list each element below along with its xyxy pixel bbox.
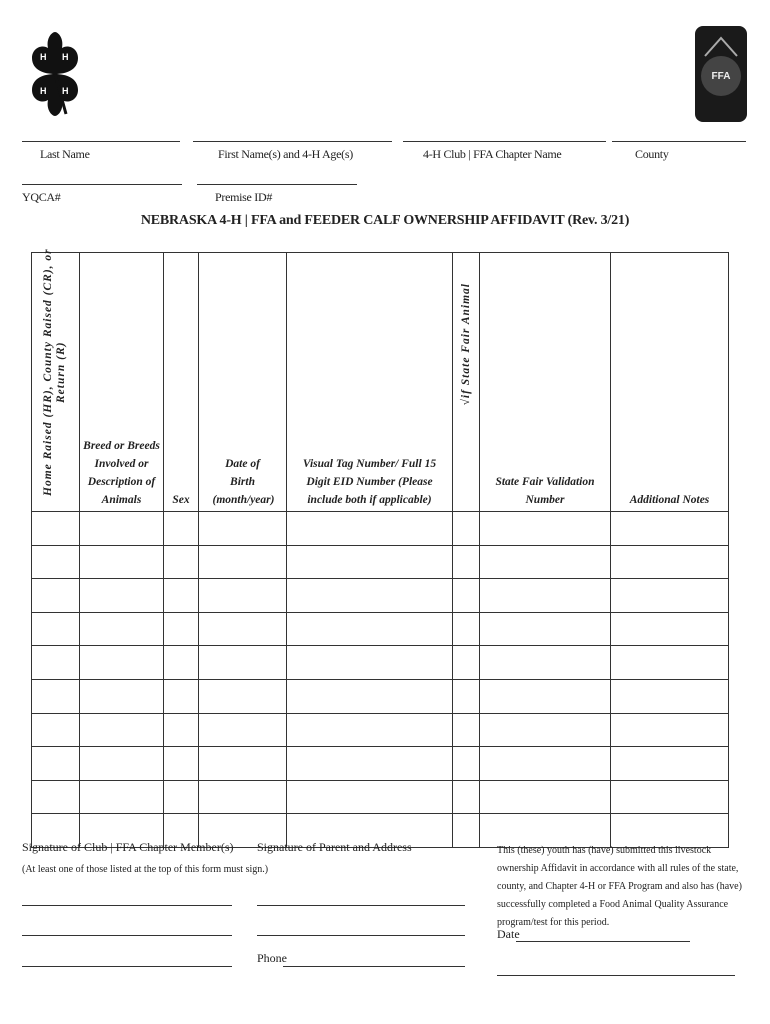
col-tag-text: Visual Tag Number/ Full 15 Digit EID Number (Please include both if applicable) [302, 458, 437, 506]
table-cell[interactable] [287, 612, 453, 646]
col-state-fair-text: √if State Fair Animal [459, 283, 472, 406]
table-cell[interactable] [80, 780, 164, 814]
table-cell[interactable] [164, 512, 199, 546]
table-cell[interactable] [32, 780, 80, 814]
table-cell[interactable] [611, 646, 729, 680]
table-cell[interactable] [199, 612, 287, 646]
table-header-row [32, 253, 729, 512]
table-row [32, 545, 729, 579]
table-row [32, 646, 729, 680]
table-cell[interactable] [611, 612, 729, 646]
clover-letter-h: H [40, 86, 47, 96]
table-row [32, 679, 729, 713]
club-name-line[interactable] [403, 141, 606, 142]
table-cell[interactable] [287, 579, 453, 613]
col-notes-text: Additional Notes [629, 494, 710, 506]
member-signature-label: Signature of Club | FFA Chapter Member(s) [22, 840, 234, 854]
table-cell[interactable] [164, 612, 199, 646]
col-validation-text: State Fair Validation Number [495, 476, 595, 506]
col-header-breed [80, 253, 164, 512]
parent-signature-label: Signature of Parent and Address [257, 840, 412, 854]
date-label: Date [497, 927, 520, 941]
table-cell[interactable] [287, 747, 453, 781]
col-header-notes [611, 253, 729, 512]
table-cell[interactable] [611, 545, 729, 579]
table-cell[interactable] [32, 646, 80, 680]
table-cell[interactable] [287, 713, 453, 747]
table-cell[interactable] [480, 612, 611, 646]
table-body [32, 512, 729, 848]
table-cell[interactable] [32, 747, 80, 781]
table-cell[interactable] [80, 512, 164, 546]
table-cell[interactable] [453, 679, 480, 713]
parent-signature-line-2[interactable] [257, 935, 465, 936]
col-header-sex [164, 253, 199, 512]
table-cell[interactable] [80, 579, 164, 613]
premise-id-line[interactable] [197, 184, 357, 185]
table-row [32, 780, 729, 814]
member-signature-line-2[interactable] [22, 935, 232, 936]
table-cell[interactable] [199, 713, 287, 747]
table-cell[interactable] [164, 646, 199, 680]
table-cell[interactable] [80, 747, 164, 781]
premise-id-label: Premise ID# [215, 190, 273, 204]
table-cell[interactable] [480, 579, 611, 613]
last-name-label: Last Name [40, 147, 90, 161]
col-header-home-raised [32, 248, 80, 512]
table-cell[interactable] [199, 579, 287, 613]
table-cell[interactable] [80, 646, 164, 680]
table-row [32, 612, 729, 646]
table-cell[interactable] [453, 780, 480, 814]
table-cell[interactable] [32, 612, 80, 646]
table-row [32, 512, 729, 546]
table-cell[interactable] [32, 545, 80, 579]
clover-letter-h: H [62, 86, 69, 96]
table-cell[interactable] [164, 713, 199, 747]
first-name-line[interactable] [193, 141, 392, 142]
col-header-tag [287, 253, 453, 512]
table-cell[interactable] [287, 512, 453, 546]
col-header-dob [199, 253, 287, 512]
ffa-emblem-logo [695, 26, 747, 122]
page-title: NEBRASKA 4-H | FFA and FEEDER CALF OWNERSHIP AFFIDAVIT (Rev. 3/21) [140, 213, 630, 228]
table-cell[interactable] [611, 679, 729, 713]
table-cell[interactable] [287, 545, 453, 579]
table-cell[interactable] [611, 747, 729, 781]
table-cell[interactable] [164, 780, 199, 814]
animal-table [31, 248, 729, 848]
member-signature-line-3[interactable] [22, 966, 232, 967]
club-name-label: 4-H Club | FFA Chapter Name [423, 147, 562, 161]
table-cell[interactable] [287, 780, 453, 814]
table-cell[interactable] [199, 747, 287, 781]
last-name-line[interactable] [22, 141, 180, 142]
table-cell[interactable] [164, 545, 199, 579]
col-dob-text: Date of Birth (month/year) [212, 458, 275, 506]
4h-clover-logo [26, 30, 84, 118]
table-cell[interactable] [480, 713, 611, 747]
table-cell[interactable] [32, 512, 80, 546]
date-line[interactable] [516, 941, 690, 942]
table-cell[interactable] [164, 579, 199, 613]
clover-letter-h: H [62, 52, 69, 62]
table-cell[interactable] [480, 679, 611, 713]
table-cell[interactable] [453, 814, 480, 848]
county-label: County [635, 147, 669, 161]
table-cell[interactable] [453, 612, 480, 646]
table-cell[interactable] [611, 780, 729, 814]
table-cell[interactable] [80, 713, 164, 747]
table-row [32, 713, 729, 747]
table-cell[interactable] [80, 612, 164, 646]
table-cell[interactable] [199, 679, 287, 713]
certifier-signature-line[interactable] [497, 975, 735, 976]
table-cell[interactable] [480, 747, 611, 781]
col-sex-text: Sex [172, 494, 190, 506]
table-cell[interactable] [453, 545, 480, 579]
table-cell[interactable] [80, 545, 164, 579]
phone-label: Phone [257, 951, 287, 965]
parent-signature-line-1[interactable] [257, 905, 465, 906]
table-cell[interactable] [453, 713, 480, 747]
table-row [32, 747, 729, 781]
table-cell[interactable] [32, 679, 80, 713]
table-cell[interactable] [480, 512, 611, 546]
first-name-label: First Name(s) and 4-H Age(s) [218, 147, 353, 161]
table-cell[interactable] [32, 579, 80, 613]
table-cell[interactable] [611, 713, 729, 747]
ffa-emblem-text: FFA [711, 71, 731, 82]
yqca-label: YQCA# [22, 190, 61, 204]
table-cell[interactable] [611, 579, 729, 613]
table-cell[interactable] [80, 679, 164, 713]
table-cell[interactable] [453, 747, 480, 781]
table-cell[interactable] [164, 679, 199, 713]
table-row [32, 579, 729, 613]
member-signature-line-1[interactable] [22, 905, 232, 906]
table-cell[interactable] [453, 646, 480, 680]
table-cell[interactable] [611, 512, 729, 546]
table-cell[interactable] [199, 545, 287, 579]
table-cell[interactable] [287, 679, 453, 713]
table-cell[interactable] [453, 579, 480, 613]
table-cell[interactable] [32, 713, 80, 747]
col-home-raised-text: Home Raised (HR), County Raised (CR), or Return (R) [41, 248, 67, 496]
table-cell[interactable] [199, 646, 287, 680]
clover-letter-h: H [40, 52, 47, 62]
col-breed-text: Breed or Breeds Involved or Description of Animals [83, 440, 160, 506]
table-cell[interactable] [287, 646, 453, 680]
county-line[interactable] [612, 141, 746, 142]
table-cell[interactable] [480, 780, 611, 814]
table-cell[interactable] [453, 512, 480, 546]
member-signature-note: (At least one of those listed at the top of this form must sign.) [22, 864, 269, 875]
col-header-validation [480, 253, 611, 512]
col-header-state-fair [453, 253, 480, 512]
table-cell[interactable] [480, 646, 611, 680]
table-cell[interactable] [199, 780, 287, 814]
table-cell[interactable] [199, 512, 287, 546]
certification-text: This (these) youth has (have) submitted this livestock ownership Affidavit in accordance with all rules of the state, county, and Chapter 4-H or FFA Program and also has (have) successfully completed a Food Animal Quality Assurance program/test for this period. [497, 845, 742, 928]
table-cell[interactable] [164, 747, 199, 781]
table-cell[interactable] [480, 545, 611, 579]
yqca-line[interactable] [22, 184, 182, 185]
phone-line[interactable] [283, 966, 465, 967]
